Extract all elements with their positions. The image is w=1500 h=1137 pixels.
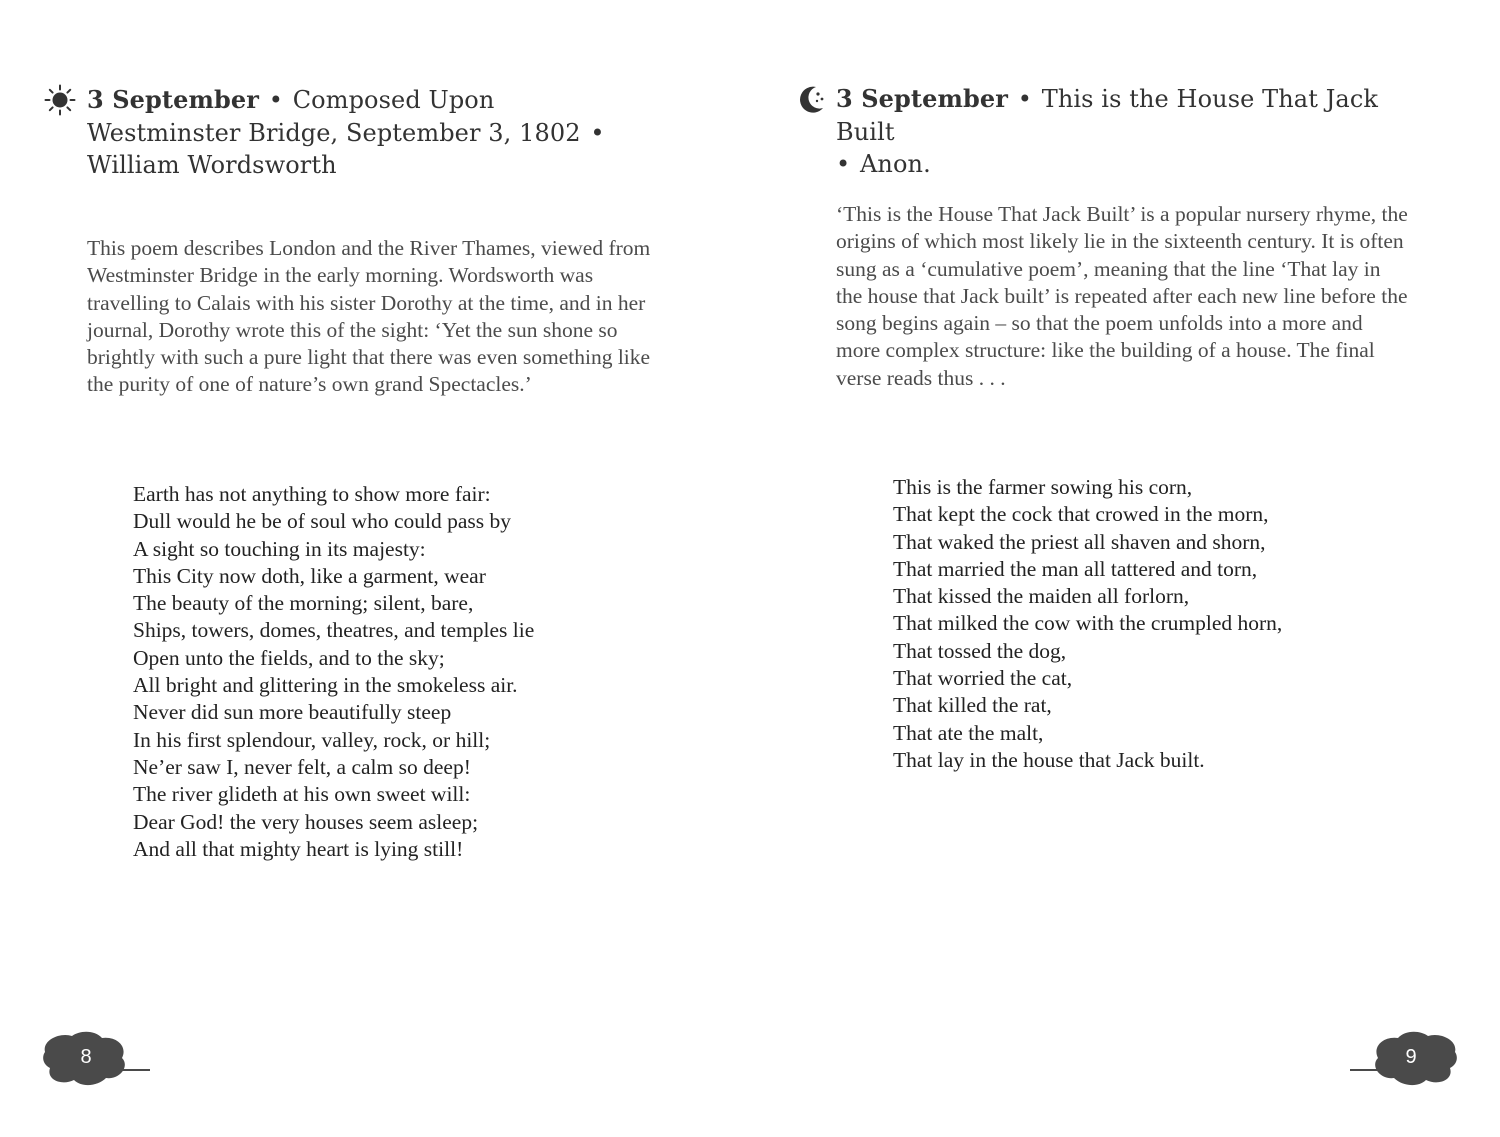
intro-text: ‘This is the House That Jack Built’ is a popular nursery rhyme, the origins of which most likely lie in the sixteenth century. It is often sung as a ‘cumulative poem’, meaning that the line ‘That lay in the house that Jack built’ is repeated after each new line before the song begins again – so that the poem unfolds into a more and more complex structure: like the building of a house. The final verse reads thus . . . (836, 202, 1408, 390)
heading-author: Anon. (860, 150, 931, 178)
poem-line: The beauty of the morning; silent, bare, (133, 591, 474, 616)
poem-line: Ships, towers, domes, theatres, and temples lie (133, 618, 535, 643)
right-page (750, 0, 1500, 1137)
poem-line: That ate the malt, (893, 720, 1044, 745)
heading-title: This is the House That Jack Built (836, 85, 1379, 146)
poem-line: That lay in the house that Jack built. (893, 747, 1205, 772)
poem-line: That waked the priest all shaven and shorn, (893, 529, 1266, 554)
poem-line: And all that mighty heart is lying still! (133, 836, 464, 861)
poem-line: All bright and glittering in the smokeless air. (133, 673, 518, 698)
heading-separator: • (590, 118, 605, 147)
poem-line: That killed the rat, (893, 693, 1052, 718)
poem-body (133, 481, 693, 863)
poem-line: Earth has not anything to show more fair: (133, 482, 491, 506)
poem-line: That kept the cock that crowed in the morn, (893, 502, 1269, 527)
poem-line: This is the farmer sowing his corn, (893, 475, 1193, 499)
poem-line: That kissed the maiden all forlorn, (893, 584, 1190, 609)
poem-line: Never did sun more beautifully steep (133, 700, 452, 725)
moon-icon (796, 84, 826, 118)
page-number-badge (40, 1030, 150, 1090)
poem-introduction (836, 201, 1411, 392)
heading-title: Composed Upon Westminster Bridge, September 3, 1802 (87, 86, 581, 147)
heading-separator: • (268, 86, 283, 114)
poem-line: Open unto the fields, and to the sky; (133, 645, 445, 670)
poem-line: Ne’er saw I, never felt, a calm so deep! (133, 754, 471, 779)
poem-line: This City now doth, like a garment, wear (133, 563, 486, 588)
poem-introduction (87, 235, 667, 399)
poem-line: Dull would he be of soul who could pass by (133, 509, 512, 534)
heading-separator: • (1017, 85, 1032, 113)
poem-line: That tossed the dog, (893, 638, 1067, 663)
poem-line: The river glideth at his own sweet will: (133, 782, 471, 807)
sun-icon (44, 84, 76, 120)
heading-date: 3 September (87, 85, 259, 114)
heading-separator: • (836, 150, 851, 178)
poem-line: In his first splendour, valley, rock, or hill; (133, 727, 491, 752)
heading-author: William Wordsworth (87, 151, 337, 179)
poem-heading (836, 83, 1416, 181)
poem-line: Dear God! the very houses seem asleep; (133, 809, 479, 834)
intro-text: This poem describes London and the River Thames, viewed from Westminster Bridge in the early morning. Wordsworth was travelling to Calais with his sister Dorothy at the time, and in her journal, Dorothy wrote this of the sight: ‘Yet the sun shone so brightly with such a pure light that there was even something like the purity of one of nature’s own grand Spectacles.’ (87, 236, 651, 397)
poem-line: A sight so touching in its majesty: (133, 536, 426, 561)
poem-line: That milked the cow with the crumpled horn, (893, 611, 1283, 636)
page-number-badge (1348, 1030, 1458, 1090)
poem-body (893, 474, 1453, 774)
poem-heading (87, 84, 647, 182)
page-number: 8 (80, 1046, 92, 1068)
heading-date: 3 September (836, 84, 1008, 113)
page-number: 9 (1405, 1046, 1417, 1068)
poem-line: That worried the cat, (893, 666, 1073, 691)
poem-line: That married the man all tattered and torn, (893, 556, 1258, 581)
